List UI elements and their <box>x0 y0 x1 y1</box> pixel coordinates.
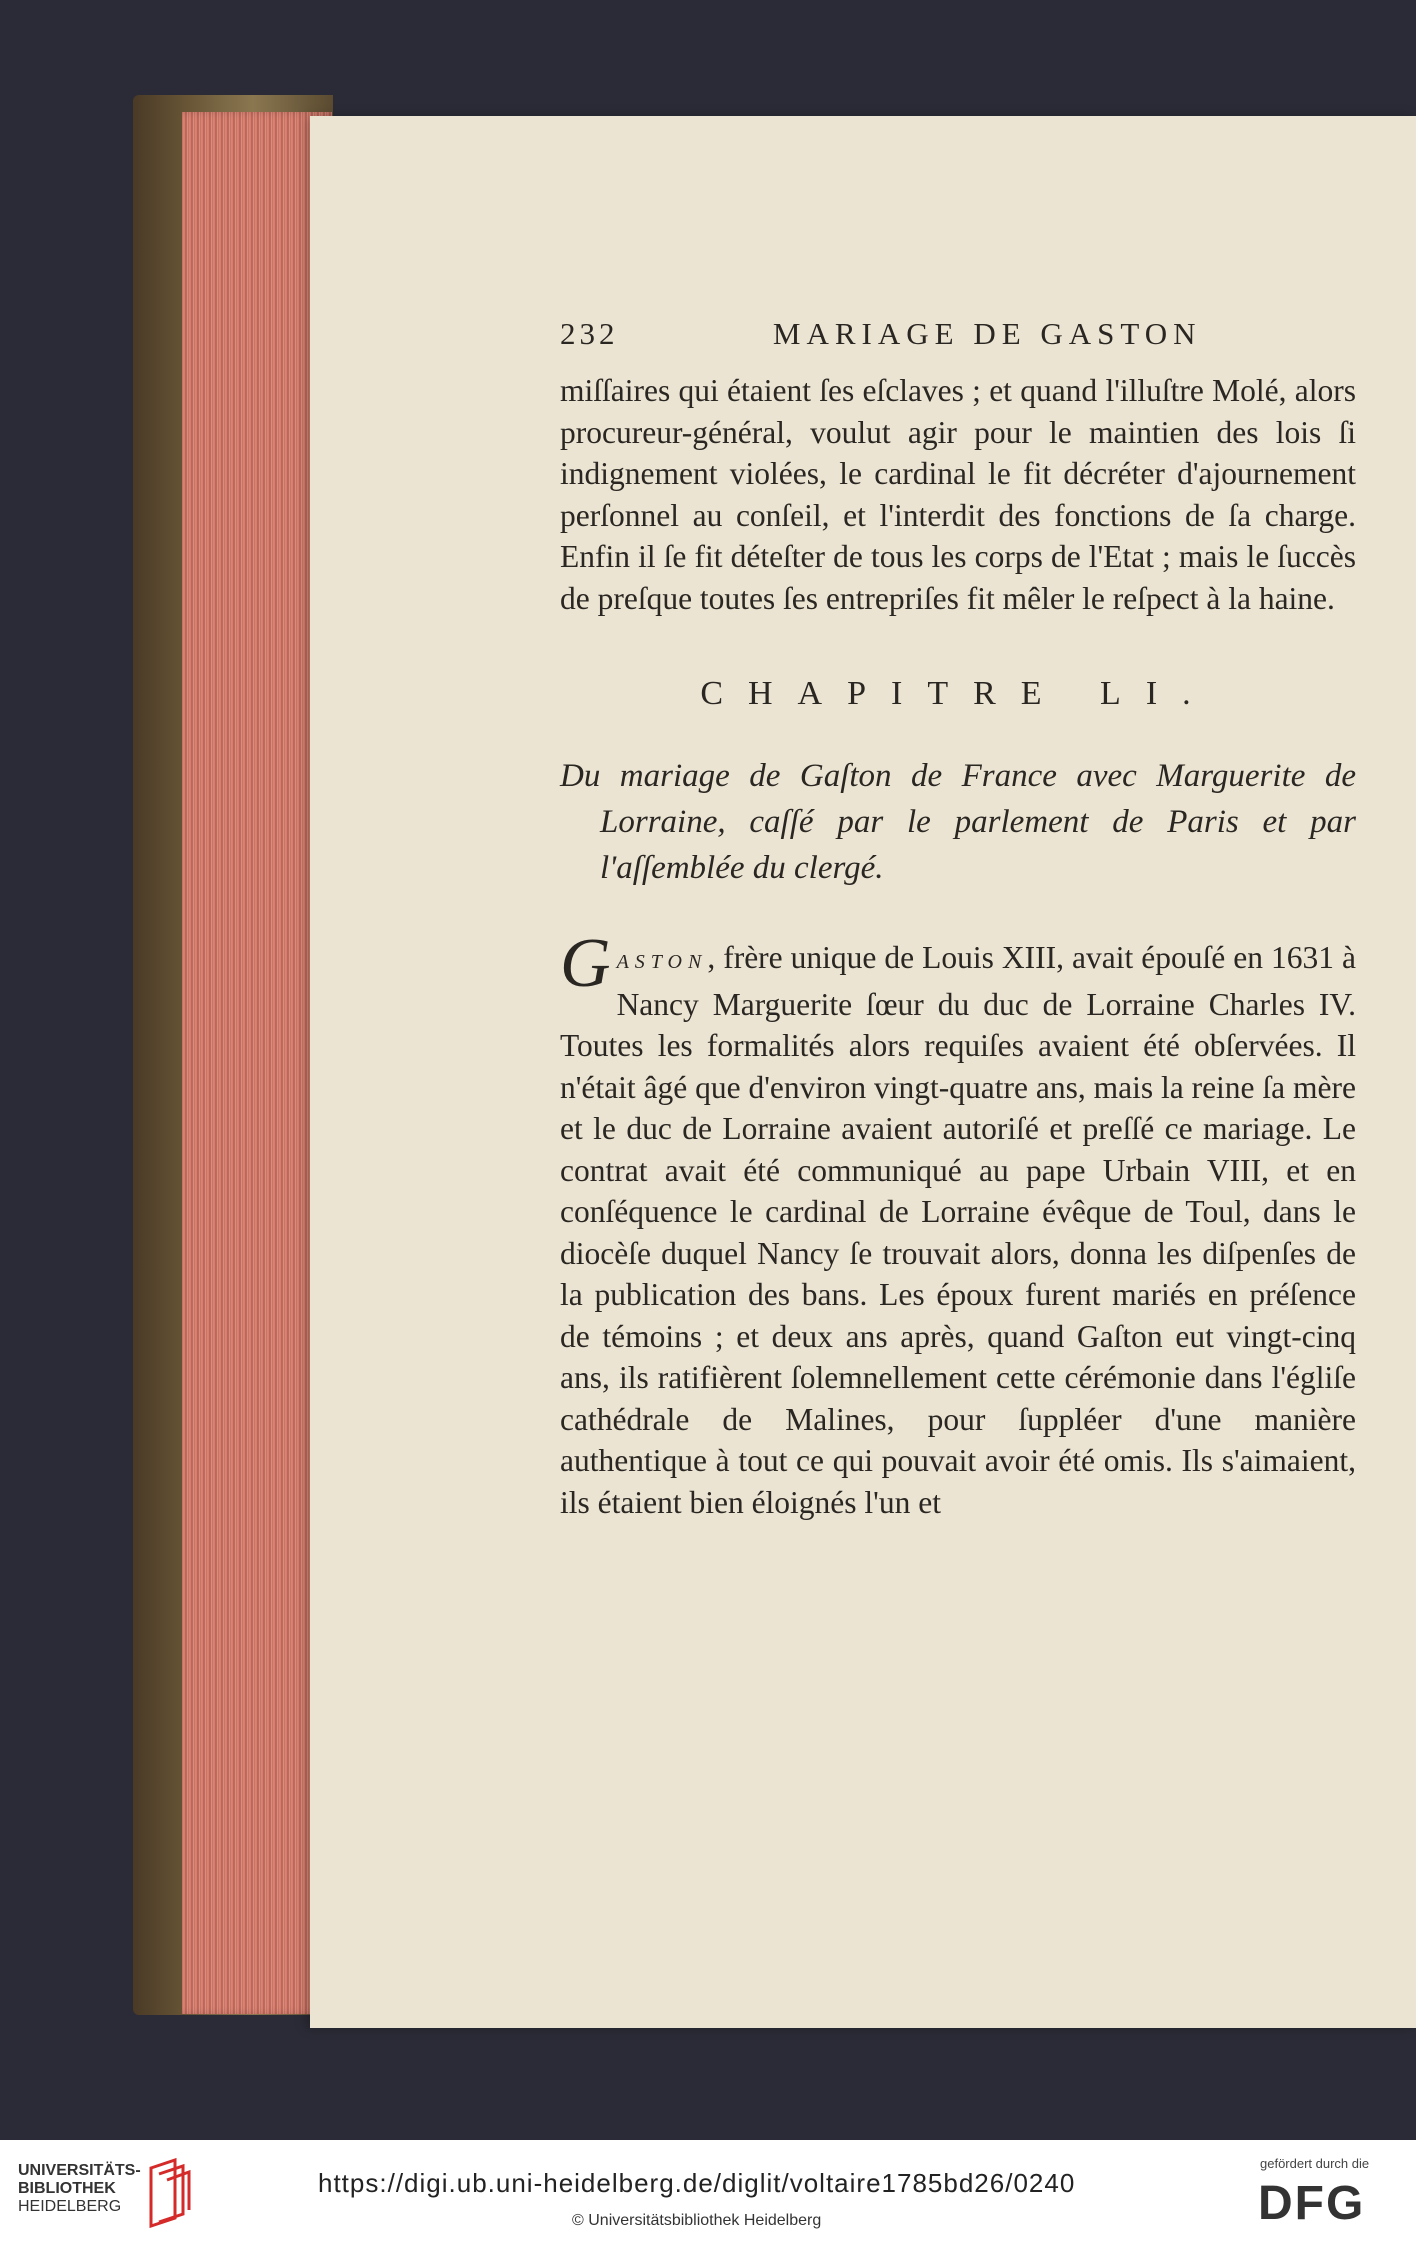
paragraph-1: miſſaires qui étaient ſes eſclaves ; et quand l'illuſtre Molé, alors procureur-général, voulut agir pour le maintien des lois ſi indignement violées, le cardinal le fit décréter d'ajournement perſonnel au conſeil, et l'interdit des fonctions de ſa charge. Enfin il ſe fit déteſter de tous les corps de l'Etat ; mais le ſuccès de preſque toutes ſes entrepriſes fit mêler le reſpect à la haine. <box>560 373 1356 616</box>
paragraph-2-text: , frère unique de Louis XIII, avait épouſé en 1631 à Nancy Marguerite ſœur du duc de Lorraine Charles IV. Toutes les formalités alors requiſes avaient été obſervées. Il n'était âgé que d'environ vingt-quatre ans, mais la reine ſa mère et le duc de Lorraine avaient autoriſé et preſſé ce mariage. Le contrat avait été communiqué au pape Urbain VIII, et en conſéquence le cardinal de Lorraine évêque de Toul, dans le diocèſe duquel Nancy ſe trouvait alors, donna les diſpenſes de la publication des bans. Les époux furent mariés en préſence de témoins ; et deux ans après, quand Gaſton eut vingt-cinq ans, ils ratifièrent ſolemnellement cette cérémonie dans l'égliſe cathédrale de Malines, pour ſuppléer d'une manière authentique à tout ce qui pouvait avoir été omis. Ils s'aimaient, ils étaient bien éloignés l'un et <box>560 940 1356 1520</box>
funding-note: gefördert durch die <box>1260 2156 1370 2171</box>
library-logo-icon <box>145 2158 193 2228</box>
drop-cap: G <box>560 925 611 1002</box>
paragraph-2 <box>560 925 1356 1523</box>
library-line-2: BIBLIOTHEK <box>18 2180 116 2197</box>
copyright-notice: © Universitätsbibliothek Heidelberg <box>572 2212 822 2229</box>
library-line-3: HEIDELBERG <box>18 2198 122 2215</box>
page-number: 232 <box>560 316 619 351</box>
library-logo-text <box>18 2162 141 2216</box>
running-head <box>560 316 1356 352</box>
drop-cap-rest: ASTON <box>616 951 708 973</box>
book-page <box>310 116 1416 2028</box>
permalink-url[interactable]: https://digi.ub.uni-heidelberg.de/diglit/voltaire1785bd26/0240 <box>318 2168 1076 2198</box>
running-title: MARIAGE DE GASTON <box>772 316 1202 351</box>
chapter-summary: Du mariage de Gaſton de France avec Marguerite de Lorraine, caſſé par le parlement de Paris et par l'aſſemblée du clergé. <box>560 758 1356 886</box>
chapter-heading: CHAPITRE LI. <box>700 675 1216 712</box>
text-column <box>560 316 1356 1523</box>
viewer-footer <box>0 2140 1416 2245</box>
library-line-1: UNIVERSITÄTS- <box>18 2162 141 2179</box>
dfg-logo: DFG <box>1258 2177 1366 2230</box>
